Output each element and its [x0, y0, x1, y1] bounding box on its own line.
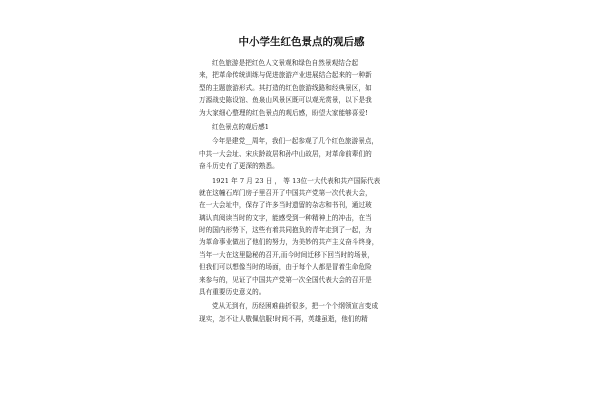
text-line: 红色旅游是把红色人文景观和绿色自然景观结合起 — [212, 59, 359, 67]
text-line: 璃认真阅读当时的文字，能感受到一种精神上的冲击，在当 — [199, 213, 372, 222]
document-title: 中小学生红色景点的观后感 — [238, 36, 365, 48]
text-line: 在一大会址中，保存了许多当时遗留的杂志和书刊，通过玻 — [199, 201, 372, 210]
text-line: 具有重要历史意义的。 — [199, 288, 266, 297]
text-line: 现实，怎不让人敬佩信服!时间不再，英雄虽逝，他们的精 — [199, 314, 368, 323]
paragraph-3 — [199, 300, 404, 325]
text-line: 时的国内形势下，这些有着共同抱负的青年走到了一起，为 — [199, 226, 372, 235]
text-line: 党从无到有，历经困难曲折很多，把一个个纲领宣言变成 — [212, 302, 379, 311]
text-line: 1921 年 7 月 23 日 ， 等 13位一大代表和共产国际代表 — [212, 176, 381, 185]
text-line: 为大家细心整理的红色景点的观后感，盼望大家能够喜爱! — [199, 108, 368, 117]
paragraph-2 — [199, 175, 404, 299]
text-line: 但我们可以想像当时的场面，由于每个人都是冒着生命危险 — [199, 263, 372, 272]
section-heading: 红色景点的观后感1 — [212, 122, 269, 131]
text-line: 奋斗历史有了更深的熟悉。 — [199, 162, 279, 171]
text-line: 就在这幢石库门房子里召开了中国共产党第一次代表大会， — [199, 188, 372, 197]
text-line: 为革命事业做出了他们的努力，为美妙的共产主义奋斗终身， — [199, 238, 379, 247]
text-line: 万源战史陈设馆、鱼泉山风景区既可以观光赏景，以下是我 — [199, 96, 372, 105]
text-line: 当年一大在这里隐秘的召开,而今时间迁移下回当时的场景， — [199, 250, 374, 259]
paragraph-1 — [199, 135, 404, 172]
text-line: 今年是建党__周年，我们一起参观了几个红色旅游景点， — [212, 137, 379, 146]
document-body — [199, 34, 404, 325]
text-line: 中共一大会址、宋庆龄故居和孙中山故居，对革命前辈们的 — [199, 149, 372, 158]
text-line: 型的主题旅游形式。其打造的红色旅游线路和经典景区，如 — [199, 83, 372, 92]
text-line: 来参与的，见证了中国共产党第一次全国代表大会的召开是 — [199, 275, 372, 284]
intro-paragraph — [199, 57, 404, 119]
text-line: 来，把革命传统训练与促进旅游产业进展结合起来的一种新 — [199, 71, 372, 80]
